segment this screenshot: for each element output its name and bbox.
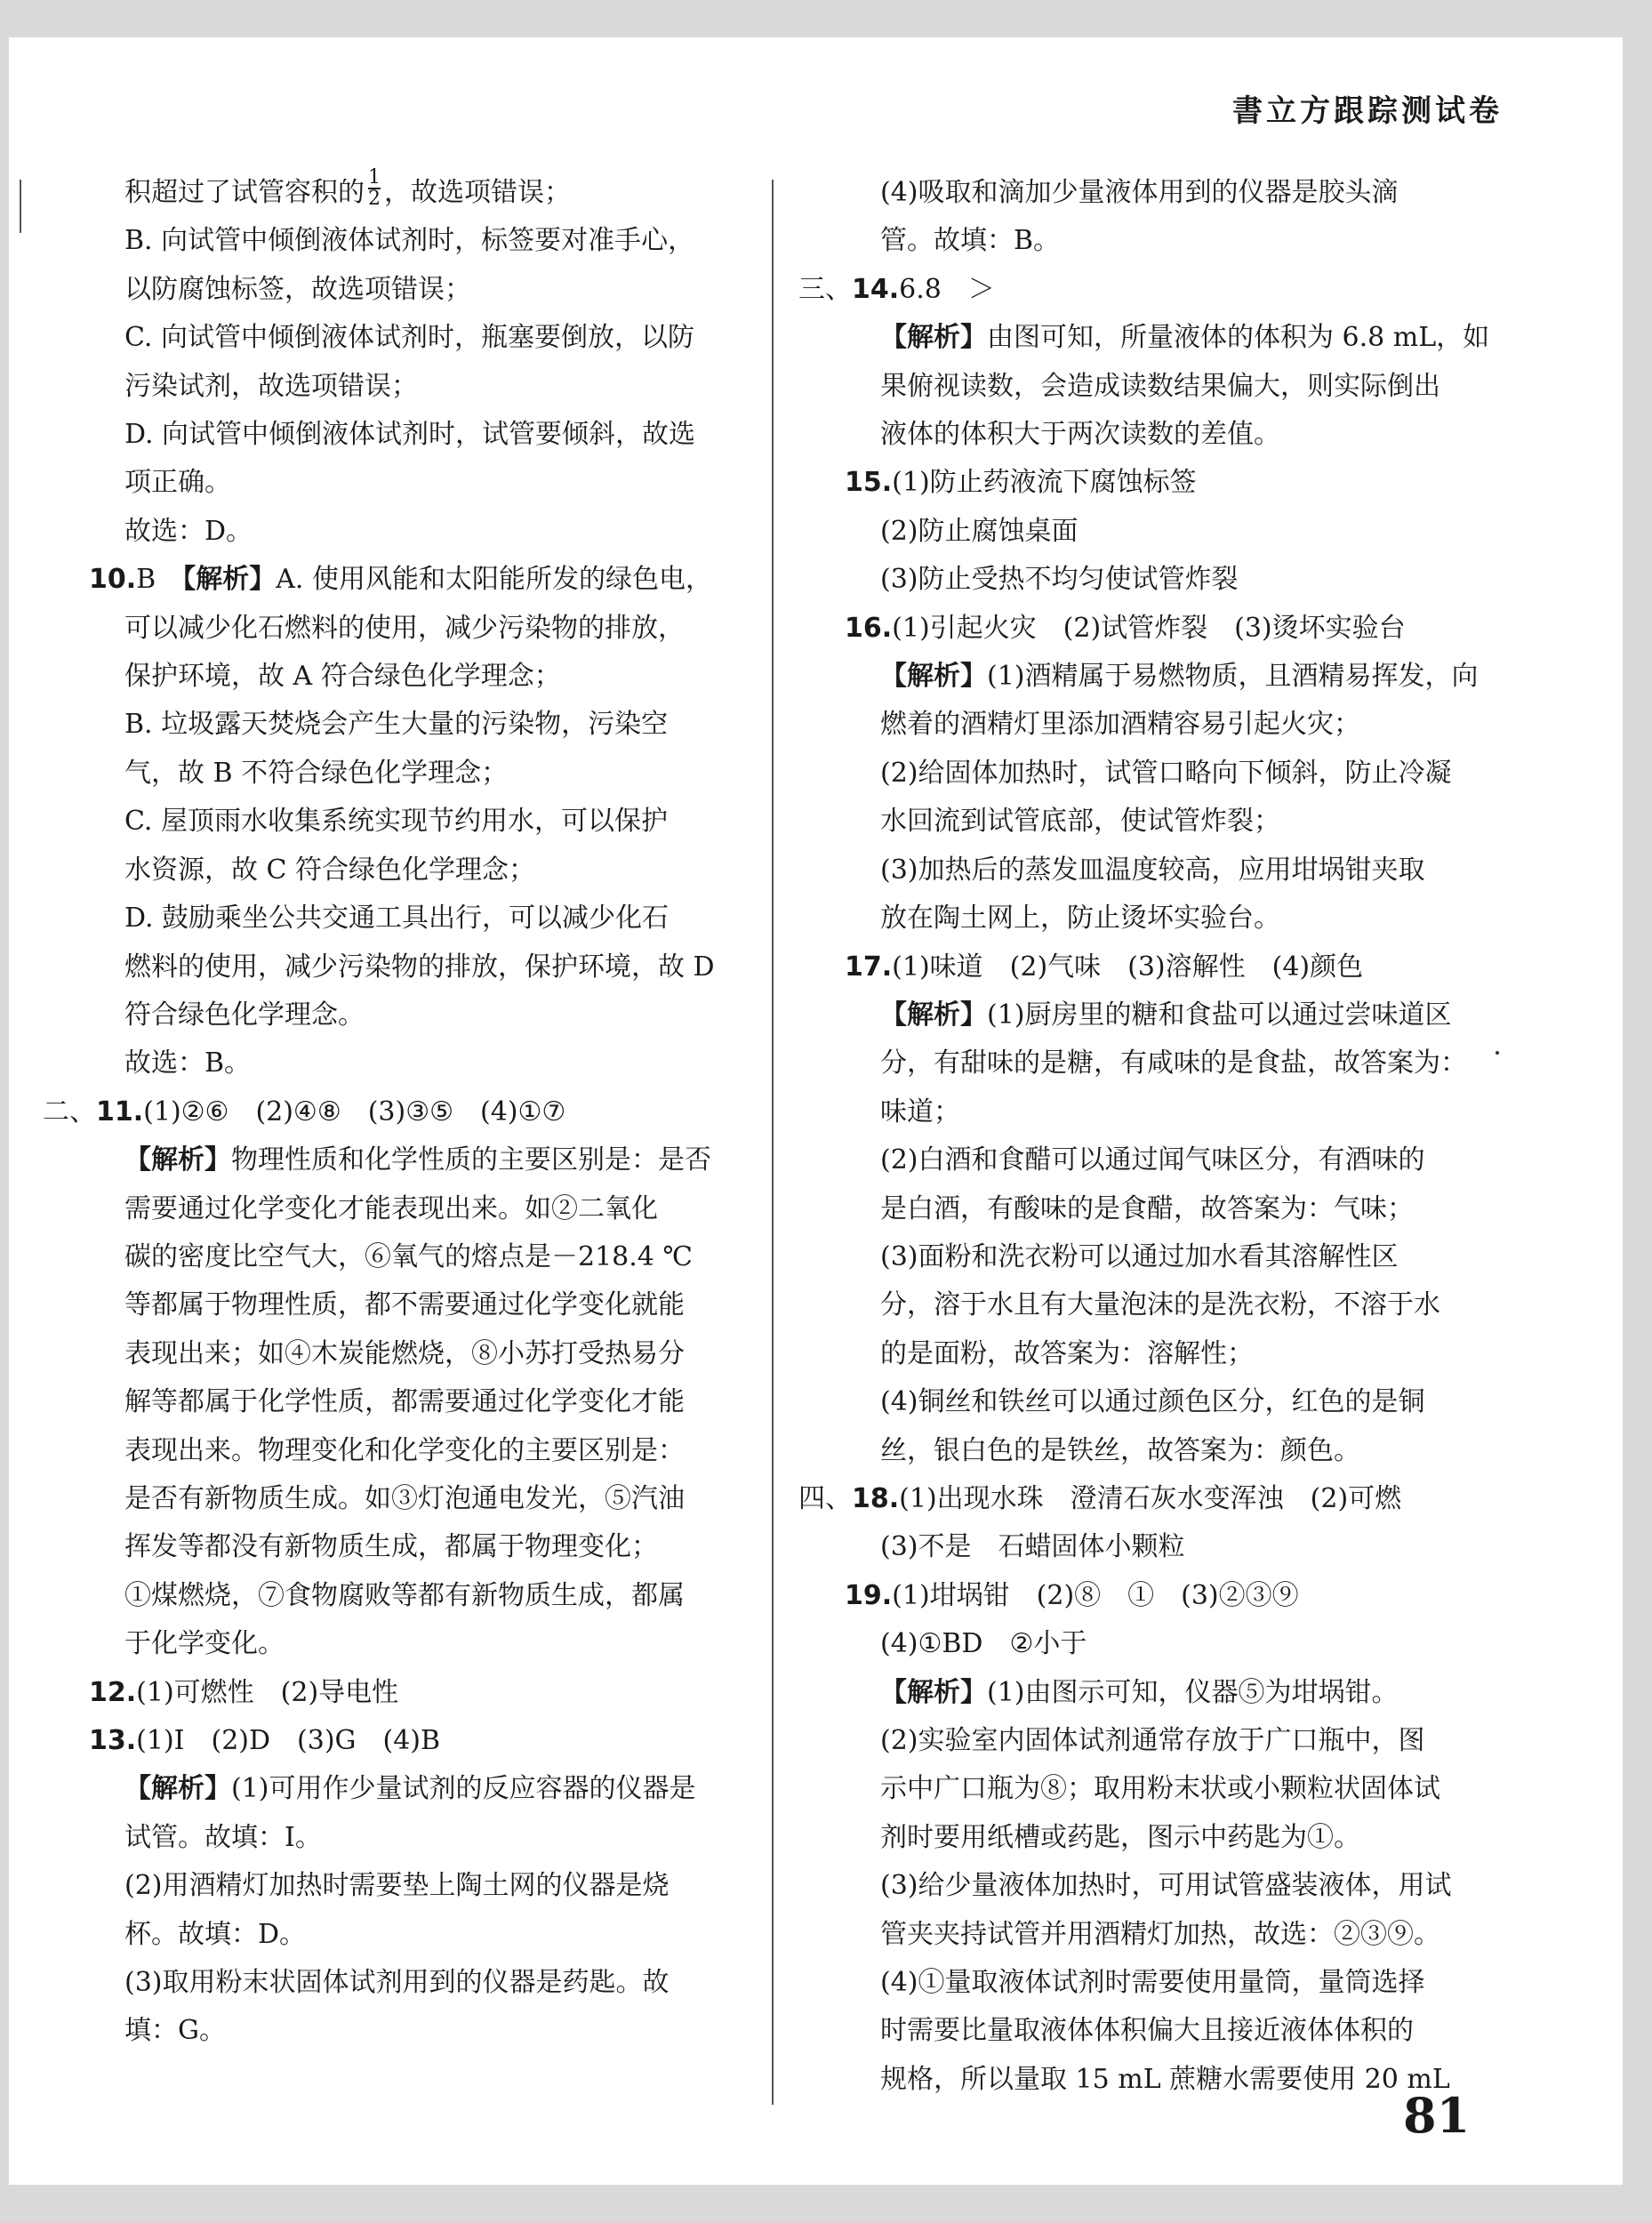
analysis-tag: 【解析】 [124, 1144, 231, 1176]
left-line: 碳的密度比空气大，⑥氧气的熔点是－218.4 ℃ [124, 1240, 693, 1272]
question-number: 10. [89, 564, 137, 596]
right-line: (4)①量取液体试剂时需要使用量筒，量筒选择 [880, 1967, 1425, 1999]
line-text: (1)防止药液流下腐蚀标签 [892, 467, 1197, 499]
left-margin-rule [20, 180, 21, 233]
left-line: 试管。故填：I。 [124, 1821, 322, 1853]
right-line: (4)①BD ②小于 [880, 1628, 1087, 1660]
section-marker: 二、 [43, 1095, 96, 1128]
left-line: (3)取用粉末状固体试剂用到的仪器是药匙。故 [124, 1967, 670, 1999]
fraction-denominator: 2 [368, 188, 381, 210]
question-number: 12. [89, 1676, 137, 1708]
question-number: 19. [845, 1579, 893, 1611]
left-line: 保护环境，故 A 符合绿色化学理念； [124, 661, 561, 693]
line-text: (1)可燃性 (2)导电性 [136, 1676, 399, 1708]
question-number: 15. [845, 467, 893, 499]
right-line: 燃着的酒精灯里添加酒精容易引起火灾； [880, 709, 1360, 741]
analysis-tag: 【解析】 [880, 322, 987, 354]
right-line: 液体的体积大于两次读数的差值。 [880, 419, 1280, 451]
left-line: 于化学变化。 [124, 1628, 285, 1660]
left-line: C. 屋顶雨水收集系统实现节约用水，可以保护 [124, 806, 668, 838]
left-line: 填：G。 [124, 2015, 226, 2047]
line-text: (1)出现水珠 澄清石灰水变浑浊 (2)可燃 [899, 1482, 1402, 1514]
right-line: (2)白酒和食醋可以通过闻气味区分，有酒味的 [880, 1144, 1425, 1176]
right-line: 管夹夹持试管并用酒精灯加热，故选：②③⑨。 [880, 1918, 1440, 1950]
left-line: 符合绿色化学理念。 [124, 999, 365, 1031]
right-line: 分，有甜味的是糖，有咸味的是食盐，故答案为： [880, 1047, 1467, 1079]
left-line [43, 166, 754, 217]
left-line: 是否有新物质生成。如③灯泡通电发光，⑤汽油 [124, 1482, 685, 1514]
right-line: (2)实验室内固体试剂通常存放于广口瓶中，图 [880, 1725, 1425, 1756]
left-line: 可以减少化石燃料的使用，减少污染物的排放， [124, 612, 685, 644]
right-line: 味道； [880, 1095, 960, 1128]
left-line: B. 向试管中倾倒液体试剂时，标签要对准手心， [124, 225, 695, 257]
line-text: (1)坩埚钳 (2)⑧ ① (3)②③⑨ [892, 1579, 1299, 1611]
question-number: 17. [845, 951, 893, 983]
line-text: (1)酒精属于易燃物质，且酒精易挥发，向 [987, 661, 1479, 693]
left-line: 表现出来。物理变化和化学变化的主要区别是： [124, 1434, 685, 1466]
left-line: 燃料的使用，减少污染物的排放，保护环境，故 D [124, 951, 715, 983]
analysis-tag: 【解析】 [182, 564, 277, 596]
question-number: 16. [845, 612, 893, 644]
right-line: 的是面粉，故答案为：溶解性； [880, 1337, 1254, 1369]
right-line [798, 1669, 1510, 1717]
left-line: 故选：B。 [124, 1047, 252, 1079]
right-line: 剂时要用纸槽或药匙，图示中药匙为①。 [880, 1821, 1360, 1853]
right-line: (3)面粉和洗衣粉可以通过加水看其溶解性区 [880, 1240, 1399, 1272]
left-line: 故选：D。 [124, 515, 253, 547]
document-page [9, 37, 1623, 2185]
left-line: 表现出来；如④木炭能燃烧，⑧小苏打受热易分 [124, 1337, 685, 1369]
fraction-one-half [368, 168, 381, 209]
line-text: A. 使用风能和太阳能所发的绿色电， [276, 564, 712, 596]
right-line: (4)吸取和滴加少量液体用到的仪器是胶头滴 [880, 177, 1399, 208]
section-marker: 四、 [798, 1482, 852, 1514]
right-line [798, 266, 1510, 314]
question-number: 18. [852, 1482, 900, 1514]
right-line [798, 943, 1510, 991]
right-line: 果俯视读数，会造成读数结果偏大，则实际倒出 [880, 370, 1440, 402]
left-line: C. 向试管中倾倒液体试剂时，瓶塞要倒放，以防 [124, 322, 694, 354]
left-line: 需要通过化学变化才能表现出来。如②二氧化 [124, 1192, 658, 1224]
right-line: (3)防止受热不均匀使试管炸裂 [880, 564, 1239, 596]
right-line: 时需要比量取液体体积偏大且接近液体体积的 [880, 2015, 1414, 2047]
question-number: 13. [89, 1725, 137, 1756]
line-text: ，故选项错误； [384, 177, 571, 208]
right-line: 规格，所以量取 15 mL 蔗糖水需要使用 20 mL [880, 2063, 1450, 2095]
left-line: 项正确。 [124, 467, 231, 499]
right-line [798, 1475, 1510, 1523]
line-text: (1)I (2)D (3)G (4)B [136, 1725, 441, 1756]
right-line: 是白酒，有酸味的是食醋，故答案为：气味； [880, 1192, 1414, 1224]
right-line: 管。故填：B。 [880, 225, 1061, 257]
line-text: (1)味道 (2)气味 (3)溶解性 (4)颜色 [892, 951, 1364, 983]
right-line: (2)防止腐蚀桌面 [880, 515, 1079, 547]
analysis-tag: 【解析】 [124, 1773, 231, 1805]
analysis-tag: 【解析】 [880, 999, 987, 1031]
line-text: 6.8 ＞ [899, 273, 995, 305]
column-divider [772, 180, 774, 2105]
left-line: 气，故 B 不符合绿色化学理念； [124, 757, 509, 789]
line-text: (1)引起火灾 (2)试管炸裂 (3)烫坏实验台 [892, 612, 1406, 644]
right-line [798, 1572, 1510, 1620]
left-line: 污染试剂，故选项错误； [124, 370, 418, 402]
left-line: 杯。故填：D。 [124, 1918, 307, 1950]
right-line: 水回流到试管底部，使试管炸裂； [880, 806, 1280, 838]
left-line: 挥发等都没有新物质生成，都属于物理变化； [124, 1531, 658, 1563]
left-line: 以防腐蚀标签，故选项错误； [124, 273, 471, 305]
right-line: 丝，银白色的是铁丝，故答案为：颜色。 [880, 1434, 1360, 1466]
left-line: B. 垃圾露天焚烧会产生大量的污染物，污染空 [124, 709, 669, 741]
left-line [43, 1136, 754, 1184]
left-line [43, 1765, 754, 1813]
left-line: (2)用酒精灯加热时需要垫上陶土网的仪器是烧 [124, 1870, 670, 1902]
right-line: 分，溶于水且有大量泡沫的是洗衣粉，不溶于水 [880, 1289, 1440, 1321]
line-text: 积超过了试管容积的 [124, 177, 365, 208]
left-line: D. 鼓励乘坐公共交通工具出行，可以减少化石 [124, 903, 670, 935]
right-column [798, 169, 1510, 2104]
left-line: D. 向试管中倾倒液体试剂时，试管要倾斜，故选 [124, 419, 696, 451]
left-line [43, 1717, 754, 1765]
line-text: (1)②⑥ (2)④⑧ (3)③⑤ (4)①⑦ [143, 1095, 566, 1128]
left-column [43, 166, 754, 2056]
page-number: 81 [1403, 2087, 1471, 2144]
right-line [798, 653, 1510, 701]
line-text: (1)可用作少量试剂的反应容器的仪器是 [231, 1773, 696, 1805]
right-line: (3)不是 石蜡固体小颗粒 [880, 1531, 1185, 1563]
left-line: 水资源，故 C 符合绿色化学理念； [124, 854, 536, 886]
right-line [798, 314, 1510, 362]
left-line: ①煤燃烧，⑦食物腐败等都有新物质生成，都属 [124, 1579, 685, 1611]
left-line: 解等都属于化学性质，都需要通过化学变化才能 [124, 1386, 685, 1418]
left-line [43, 556, 754, 604]
left-line [43, 1669, 754, 1717]
right-line: 放在陶土网上，防止烫坏实验台。 [880, 903, 1280, 935]
right-line [798, 605, 1510, 653]
question-number: 11. [96, 1095, 144, 1128]
line-text: 由图可知，所量液体的体积为 6.8 mL，如 [987, 322, 1490, 354]
question-number: 14. [852, 273, 900, 305]
section-marker: 三、 [798, 273, 852, 305]
left-line [43, 1088, 754, 1136]
right-line: (3)加热后的蒸发皿温度较高，应用坩埚钳夹取 [880, 854, 1425, 886]
running-header: 書立方跟踪测试卷 [1232, 93, 1503, 129]
right-line: (3)给少量液体加热时，可用试管盛装液体，用试 [880, 1870, 1452, 1902]
right-line: (2)给固体加热时，试管口略向下倾斜，防止冷凝 [880, 757, 1452, 789]
analysis-tag: 【解析】 [880, 1676, 987, 1708]
line-text: (1)厨房里的糖和食盐可以通过尝味道区 [987, 999, 1452, 1031]
answer-text: B [136, 564, 183, 596]
stray-mark [1496, 1051, 1499, 1055]
line-text: (1)由图示可知，仪器⑤为坩埚钳。 [987, 1676, 1399, 1708]
line-text: 物理性质和化学性质的主要区别是：是否 [231, 1144, 711, 1176]
left-line: 等都属于物理性质，都不需要通过化学变化就能 [124, 1289, 685, 1321]
analysis-tag: 【解析】 [880, 661, 987, 693]
right-line: 示中广口瓶为⑧；取用粉末状或小颗粒状固体试 [880, 1773, 1440, 1805]
right-line: (4)铜丝和铁丝可以通过颜色区分，红色的是铜 [880, 1386, 1425, 1418]
right-line [798, 991, 1510, 1039]
right-line [798, 459, 1510, 507]
fraction-numerator: 1 [368, 166, 381, 189]
